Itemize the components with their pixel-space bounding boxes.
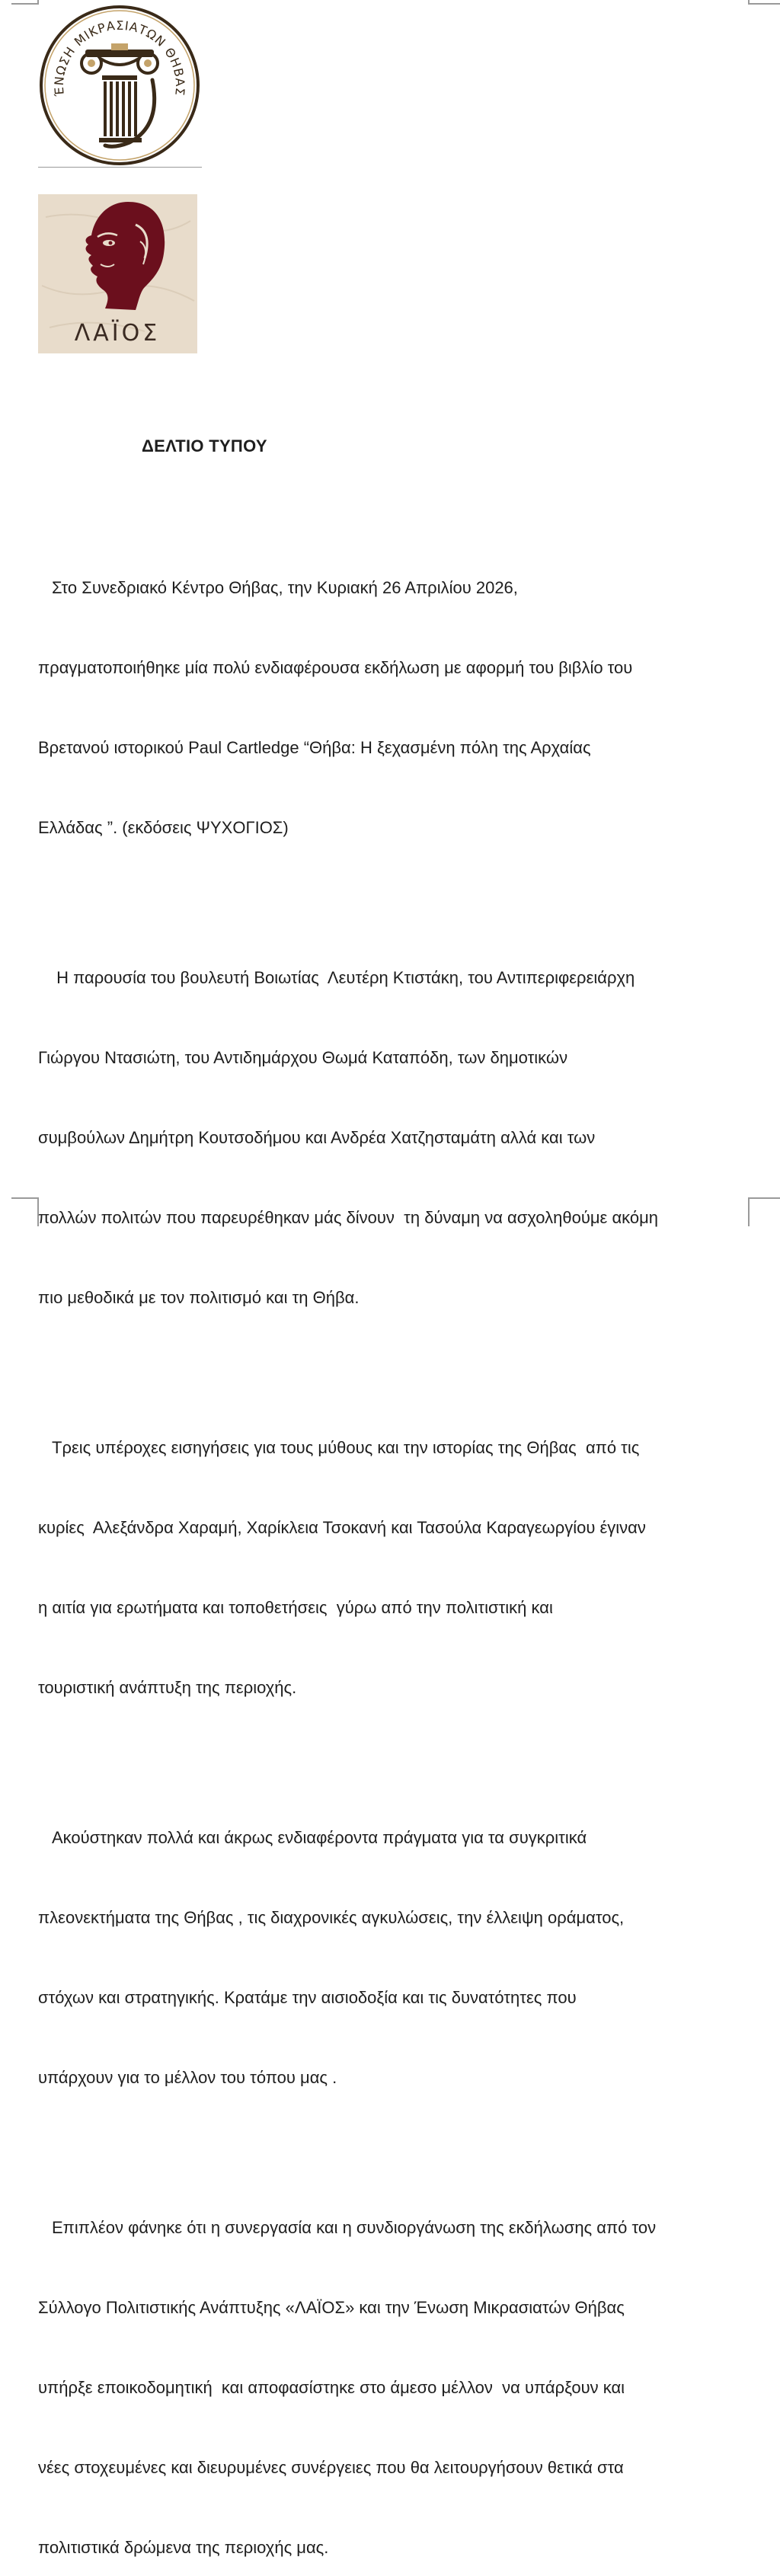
logo-divider [38, 167, 202, 168]
text-line: στόχων και στρατηγικής. Κρατάμε την αισιοδοξία και τις δυνατότητες που [38, 1988, 577, 2007]
text-line: κυρίες Αλεξάνδρα Χαραμή, Χαρίκλεια Τσοκανή και Τασούλα Καραγεωργίου έγιναν [38, 1518, 646, 1537]
text-line: πιο μεθοδικά με τον πολιτισμό και τη Θήβα. [38, 1288, 360, 1307]
text-line: συμβούλων Δημήτρη Κουτσοδήμου και Ανδρέα Χατζησταμάτη αλλά και των [38, 1128, 596, 1147]
association-seal-logo [38, 4, 201, 167]
text-line: πολιτιστικά δρώμενα της περιοχής μας. [38, 2538, 329, 2557]
press-release-body [38, 521, 758, 2576]
text-line: τουριστική ανάπτυξη της περιοχής. [38, 1678, 297, 1697]
paragraph-4 [38, 1771, 758, 2144]
text-line: Ακούστηκαν πολλά και άκρως ενδιαφέροντα πράγματα για τα συγκριτικά [52, 1828, 587, 1847]
laios-logo [38, 194, 197, 353]
text-line: Γιώργου Ντασιώτη, του Αντιδημάρχου Θωμά Καταπόδη, των δημοτικών [38, 1048, 568, 1067]
document-title: ΔΕΛΤΙΟ ΤΥΠΟΥ [142, 436, 267, 455]
text-line: πλεονεκτήματα της Θήβας , τις διαχρονικές αγκυλώσεις, την έλλειψη οράματος, [38, 1908, 625, 1927]
text-line: Η παρουσία του βουλευτή Βοιωτίας Λευτέρη Κτιστάκη, του Αντιπεριφερειάρχη [52, 968, 635, 987]
text-line: Τρεις υπέροχες εισηγήσεις για τους μύθους και την ιστορίας της Θήβας από τις [52, 1438, 640, 1457]
text-line: νέες στοχευμένες και διευρυμένες συνέργειες που θα λειτουργήσουν θετικά στα [38, 2458, 624, 2477]
paragraph-5 [38, 2161, 758, 2576]
paragraph-2 [38, 911, 758, 1364]
crop-mark-top-left [11, 0, 39, 5]
text-line: Ελλάδας ”. (εκδόσεις ΨΥΧΟΓΙΟΣ) [38, 818, 289, 837]
text-line: Βρετανού ιστορικού Paul Cartledge “Θήβα: Η ξεχασμένη πόλη της Αρχαίας [38, 738, 591, 757]
text-line: πολλών πολιτών που παρευρέθηκαν μάς δίνουν τη δύναμη να ασχοληθούμε ακόμη [38, 1208, 659, 1227]
crop-mark-top-right [748, 0, 780, 5]
paragraph-3 [38, 1381, 758, 1754]
text-line: Στο Συνεδριακό Κέντρο Θήβας, την Κυριακή 26 Απριλίου 2026, [52, 578, 518, 597]
seal-ring-text: ΈΝΩΣΗ ΜΙΚΡΑΣΙΑΤΩΝ ΘΗΒΑΣ [51, 18, 188, 97]
text-line: πραγματοποιήθηκε μία πολύ ενδιαφέρουσα εκδήλωση με αφορμή του βιβλίο του [38, 658, 633, 677]
crop-mark-bottom-left [11, 1197, 39, 1226]
text-line: η αιτία για ερωτήματα και τοποθετήσεις γύρω από την πολιτιστική και [38, 1598, 553, 1617]
laios-logo-text: ΛΑΪΟΣ [74, 320, 161, 347]
paragraph-1 [38, 521, 758, 894]
text-line: Επιπλέον φάνηκε ότι η συνεργασία και η συνδιοργάνωση της εκδήλωσης από τον [52, 2218, 657, 2237]
text-line: υπάρχουν για το μέλλον του τόπου μας . [38, 2068, 337, 2087]
text-line: Σύλλογο Πολιτιστικής Ανάπτυξης «ΛΑΪΟΣ» και την Ένωση Μικρασιατών Θήβας [38, 2298, 625, 2317]
text-line: υπήρξε εποικοδομητική και αποφασίστηκε στο άμεσο μέλλον να υπάρξουν και [38, 2378, 625, 2397]
